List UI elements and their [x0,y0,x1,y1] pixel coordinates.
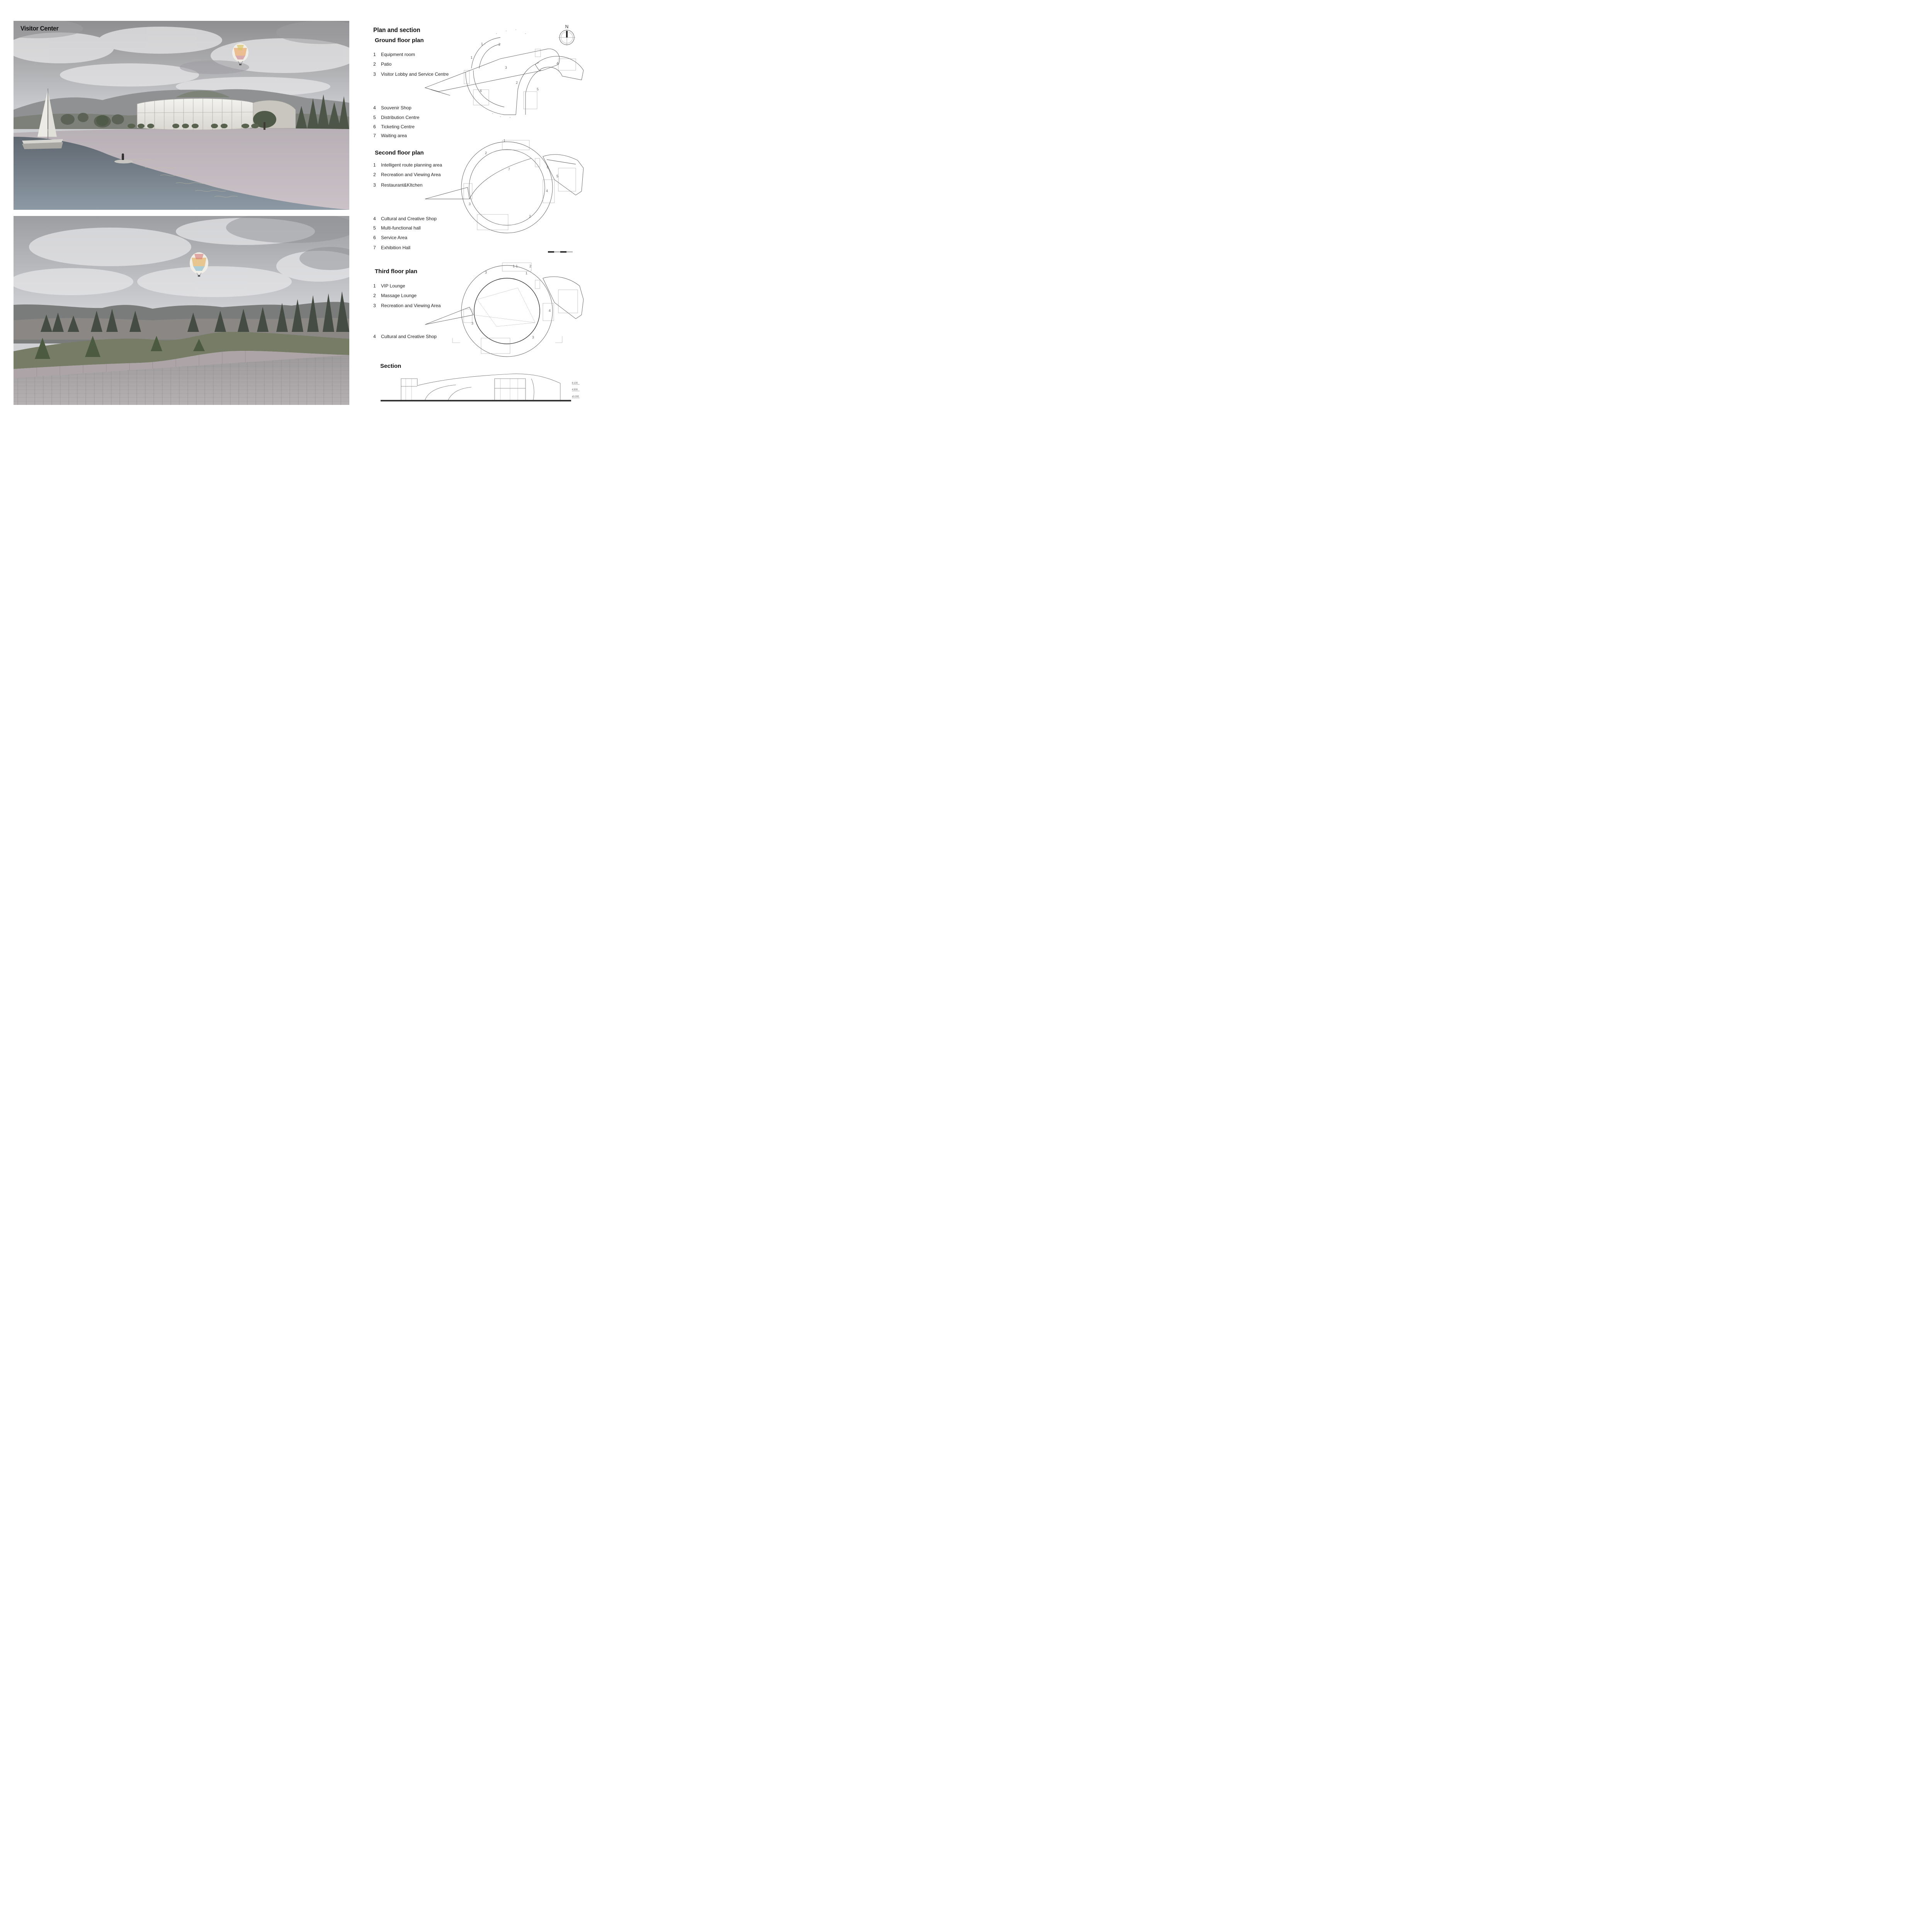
ground-legend-item: 3 Visitor Lobby and Service Centre [373,71,449,77]
ground-room-tag: 3 [505,66,507,70]
second-room-tag: 3 [469,202,471,206]
scale-bar [548,248,573,252]
third-room-tag: 3 [485,270,487,274]
plan-and-section-heading: Plan and section [373,26,420,34]
ground-room-tag: 1 [471,56,473,60]
third-room-tag: 4 [549,309,551,313]
ground-floor-plan-drawing [423,28,587,122]
visitor-center-lake-render [14,21,349,210]
second-room-tag: 1 [503,139,506,143]
second-room-tag: 2 [529,214,531,218]
third-room-tag: 2 [529,264,532,268]
third-legend-item: 2 Massage Lounge [373,293,417,298]
second-legend-item: 6 Service Area [373,235,408,240]
ground-legend-item: 1 Equipment room [373,52,415,57]
third-room-tag: 3 [471,321,474,325]
third-room-tag: 1 [513,264,515,268]
second-floor-title: Second floor plan [375,150,424,156]
ground-room-tag: 1 [481,42,483,46]
render-title: Visitor Center [20,25,59,32]
second-legend-item: 1 Intelligent route planning area [373,162,442,168]
level-mark: 8.100 [572,382,578,384]
ground-room-tag: 5 [537,87,539,91]
ground-floor-title: Ground floor plan [375,37,424,44]
level-mark: 4.500 [572,389,578,391]
ground-room-tag: 6 [480,89,482,93]
second-legend-item: 5 Multi-functional hall [373,225,421,231]
third-legend-item: 4 Cultural and Creative Shop [373,334,437,339]
ground-room-tag: 4 [556,61,559,65]
ground-legend-item: 2 Patio [373,61,392,67]
third-legend-item: 1 VIP Lounge [373,283,405,289]
visitor-center-green-roof-render [14,216,349,405]
third-legend-item: 3 Recreation and Viewing Area [373,303,441,308]
third-room-tag: 1 [526,271,528,275]
second-legend-item: 2 Recreation and Viewing Area [373,172,441,177]
third-room-tag: 1 [516,264,518,268]
third-floor-plan-drawing [423,257,587,361]
north-label: N [565,24,569,29]
third-floor-title: Third floor plan [375,268,417,275]
second-legend-item: 4 Cultural and Creative Shop [373,216,437,221]
section-title: Section [380,363,401,369]
second-room-tag: 6 [547,165,549,169]
ground-room-tag: 2 [516,81,518,85]
second-room-tag: 5 [556,174,559,178]
ground-legend-item: 4 Souvenir Shop [373,105,412,111]
second-legend-item: 3 Restaurant&KItchen [373,182,423,188]
second-legend-item: 7 Exhibition Hall [373,245,411,250]
second-room-tag: 4 [546,189,548,193]
ground-legend-item: 7 Waiting area [373,133,407,138]
ground-legend-item: 5 Distribution Centre [373,115,420,120]
second-room-tag: 2 [485,151,487,155]
second-room-tag: 7 [508,167,510,171]
second-floor-plan-drawing [423,137,587,238]
ground-room-tag: 2 [498,43,501,46]
ground-legend-item: 6 Ticketing Centre [373,124,415,129]
level-mark: ±0.000 [572,396,579,398]
building-section-drawing [379,371,583,404]
third-room-tag: 3 [532,335,534,339]
